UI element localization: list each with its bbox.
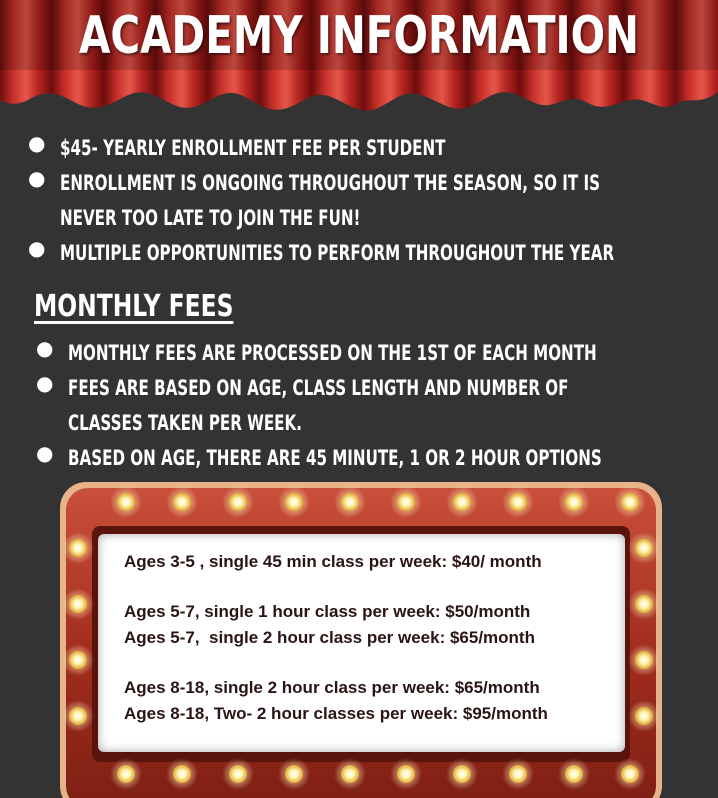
bulb-icon <box>285 493 303 511</box>
bullet-icon: ● <box>28 236 46 260</box>
bulb-icon <box>229 765 247 783</box>
page-title: ACADEMY INFORMATION <box>78 6 640 66</box>
bulb-icon <box>509 765 527 783</box>
bulb-icon <box>173 765 191 783</box>
bullet-icon: ● <box>36 371 54 395</box>
monthly-fees-list <box>36 336 718 476</box>
list-item: ● ENROLLMENT IS ONGOING THROUGHOUT THE SEASON, SO IT IS NEVER TOO LATE TO JOIN THE FUN! <box>28 166 600 230</box>
list-item: ● BASED ON AGE, THERE ARE 45 MINUTE, 1 OR 2 HOUR OPTIONS <box>36 441 602 470</box>
bulb-icon <box>69 539 87 557</box>
bulb-icon <box>341 493 359 511</box>
list-item: ● $45- YEARLY ENROLLMENT FEE PER STUDENT <box>28 131 446 160</box>
bulb-icon <box>69 651 87 669</box>
fee-line: Ages 8-18, single 2 hour class per week: $65/month <box>124 678 540 697</box>
bulb-icon <box>621 493 639 511</box>
intro-list <box>28 131 718 271</box>
bulb-icon <box>69 707 87 725</box>
bulb-icon <box>341 765 359 783</box>
bullet-icon: ● <box>28 131 46 155</box>
bulb-icon <box>565 765 583 783</box>
bulb-icon <box>621 765 639 783</box>
bulb-icon <box>285 765 303 783</box>
bulb-icon <box>453 765 471 783</box>
bulb-icon <box>69 595 87 613</box>
bullet-icon: ● <box>28 166 46 190</box>
bulb-icon <box>635 651 653 669</box>
bulb-icon <box>397 765 415 783</box>
fee-line: Ages 8-18, Two- 2 hour classes per week: $95/month <box>124 704 548 723</box>
bulb-icon <box>635 707 653 725</box>
bulb-icon <box>509 493 527 511</box>
list-item: ● MULTIPLE OPPORTUNITIES TO PERFORM THROUGHOUT THE YEAR <box>28 236 615 265</box>
list-item: ● MONTHLY FEES ARE PROCESSED ON THE 1ST OF EACH MONTH <box>36 336 597 365</box>
bulb-icon <box>565 493 583 511</box>
bulb-icon <box>117 493 135 511</box>
fee-line: Ages 5-7, single 1 hour class per week: $50/month <box>124 602 531 621</box>
bulb-icon <box>453 493 471 511</box>
bulb-icon <box>229 493 247 511</box>
fee-line: Ages 5-7, single 2 hour class per week: $65/month <box>124 628 535 647</box>
fee-line: Ages 3-5 , single 45 min class per week: $40/ month <box>124 552 542 571</box>
bullet-icon: ● <box>36 336 54 360</box>
bulb-icon <box>635 595 653 613</box>
bulb-icon <box>173 493 191 511</box>
fee-panel <box>98 534 625 752</box>
bullet-icon: ● <box>36 441 54 465</box>
bulb-icon <box>635 539 653 557</box>
list-item: ● FEES ARE BASED ON AGE, CLASS LENGTH AND NUMBER OF CLASSES TAKEN PER WEEK. <box>36 371 569 435</box>
bulb-icon <box>117 765 135 783</box>
bulb-icon <box>397 493 415 511</box>
monthly-fees-heading: MONTHLY FEES <box>34 289 234 324</box>
